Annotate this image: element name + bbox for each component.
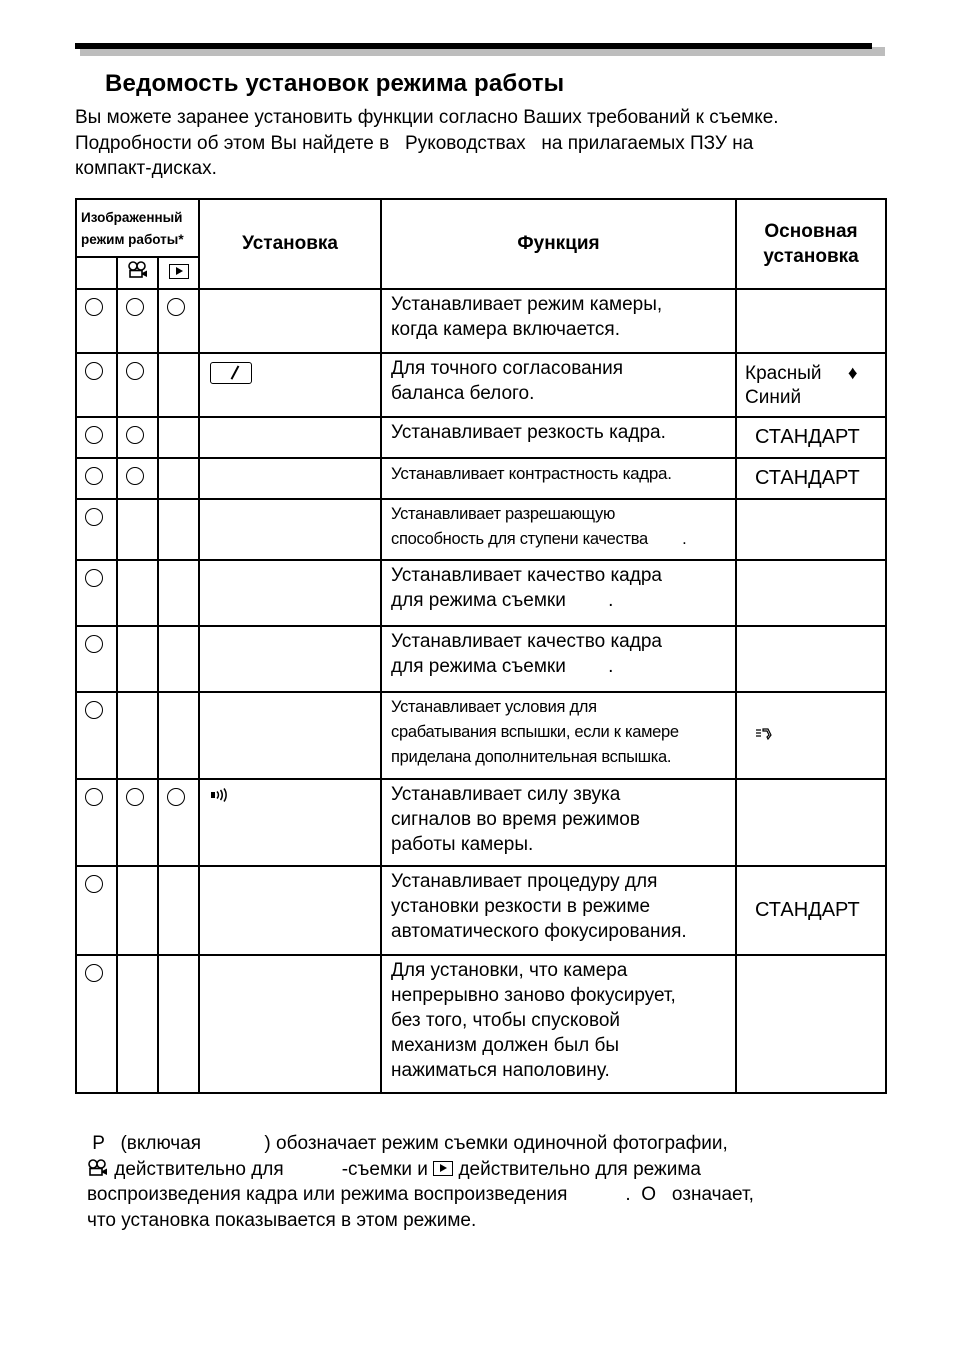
default-text-line: Красный ♦ bbox=[745, 363, 858, 384]
function-text-line: сигналов во время режимов bbox=[391, 809, 640, 830]
circle-mark-icon bbox=[126, 788, 144, 806]
function-text-line: Устанавливает процедуру для bbox=[391, 871, 658, 892]
circle-mark-icon bbox=[126, 298, 144, 316]
default-cell bbox=[736, 417, 886, 458]
circle-mark-icon bbox=[85, 362, 103, 380]
default-header-line2: установка bbox=[763, 246, 859, 267]
default-header bbox=[736, 199, 886, 289]
table-row bbox=[76, 560, 886, 626]
table-row bbox=[76, 499, 886, 560]
mode-photo-mark bbox=[76, 289, 117, 353]
table-row bbox=[76, 289, 886, 353]
default-text-line: СТАНДАРТ bbox=[755, 899, 860, 921]
function-cell bbox=[381, 560, 736, 626]
function-text-line: Устанавливает контрастность кадра. bbox=[391, 464, 672, 483]
mode-photo-mark bbox=[76, 626, 117, 692]
footnote-line2-part2: действительно для режима bbox=[453, 1158, 701, 1180]
mode-playback-mark bbox=[158, 289, 199, 353]
function-cell bbox=[381, 499, 736, 560]
function-text-line: механизм должен был бы bbox=[391, 1035, 620, 1056]
setting-cell bbox=[199, 955, 381, 1093]
circle-mark-icon bbox=[126, 426, 144, 444]
mode-playback-mark bbox=[158, 866, 199, 955]
function-text-line: установки резкости в режиме bbox=[391, 896, 651, 917]
table-row bbox=[76, 866, 886, 955]
mode-playback-mark bbox=[158, 560, 199, 626]
function-header-label: Функция bbox=[517, 233, 600, 254]
mode-photo-mark bbox=[76, 353, 117, 417]
modes-header bbox=[76, 199, 199, 257]
function-cell bbox=[381, 417, 736, 458]
circle-mark-icon bbox=[85, 298, 103, 316]
circle-mark-icon bbox=[85, 788, 103, 806]
setting-cell bbox=[199, 560, 381, 626]
default-cell bbox=[736, 353, 886, 417]
circle-mark-icon bbox=[85, 426, 103, 444]
movie-camera-icon bbox=[87, 1159, 109, 1177]
setting-cell bbox=[199, 779, 381, 866]
setting-header-label: Установка bbox=[242, 233, 338, 254]
default-cell bbox=[736, 779, 886, 866]
mode-photo-mark bbox=[76, 458, 117, 499]
mode-movie-mark bbox=[117, 289, 158, 353]
mode-movie-mark bbox=[117, 866, 158, 955]
default-cell bbox=[736, 458, 886, 499]
mode-photo-mark bbox=[76, 955, 117, 1093]
default-text-line: Синий bbox=[745, 387, 802, 408]
function-cell bbox=[381, 353, 736, 417]
default-cell bbox=[736, 626, 886, 692]
function-text-line: работы камеры. bbox=[391, 834, 534, 855]
function-cell bbox=[381, 866, 736, 955]
mode-playback-mark bbox=[158, 499, 199, 560]
table-row bbox=[76, 955, 886, 1093]
mode-movie-cell bbox=[117, 257, 158, 289]
setting-cell bbox=[199, 626, 381, 692]
playback-icon bbox=[169, 264, 189, 279]
function-text-line: баланса белого. bbox=[391, 383, 535, 404]
footnote-line2 bbox=[87, 1157, 877, 1183]
function-text-line: приделана дополнительная вспышка. bbox=[391, 748, 672, 766]
mode-playback-mark bbox=[158, 353, 199, 417]
mode-photo-mark bbox=[76, 560, 117, 626]
circle-mark-icon bbox=[85, 964, 103, 982]
circle-mark-icon bbox=[85, 875, 103, 893]
function-text-line: Для точного согласования bbox=[391, 358, 624, 379]
function-text-line: способность для ступени качества . bbox=[391, 530, 687, 548]
default-text-line: СТАНДАРТ bbox=[755, 467, 860, 489]
white-balance-adjust-icon bbox=[210, 362, 252, 384]
function-cell bbox=[381, 955, 736, 1093]
function-text-line: когда камера включается. bbox=[391, 319, 620, 340]
mode-movie-mark bbox=[117, 353, 158, 417]
setting-cell bbox=[199, 458, 381, 499]
function-text-line: срабатывания вспышки, если к камере bbox=[391, 723, 679, 741]
circle-mark-icon bbox=[85, 569, 103, 587]
function-text-line: автоматического фокусирования. bbox=[391, 921, 687, 942]
default-cell bbox=[736, 560, 886, 626]
default-cell bbox=[736, 866, 886, 955]
function-text-line: Устанавливает разрешающую bbox=[391, 505, 616, 523]
settings-table bbox=[75, 198, 887, 1094]
external-flash-icon bbox=[755, 727, 775, 741]
modes-header-line2: режим работы* bbox=[81, 232, 184, 247]
setting-cell bbox=[199, 866, 381, 955]
circle-mark-icon bbox=[167, 788, 185, 806]
mode-playback-mark bbox=[158, 779, 199, 866]
function-text-line: Для установки, что камера bbox=[391, 960, 628, 981]
function-text-line: Устанавливает качество кадра bbox=[391, 565, 662, 586]
default-cell bbox=[736, 955, 886, 1093]
function-text-line: Устанавливает режим камеры, bbox=[391, 294, 663, 315]
intro-line: Подробности об этом Вы найдете в Руководствах на прилагаемых ПЗУ на bbox=[75, 132, 754, 154]
mode-playback-mark bbox=[158, 955, 199, 1093]
mode-movie-mark bbox=[117, 779, 158, 866]
mode-photo-mark bbox=[76, 417, 117, 458]
table-row bbox=[76, 626, 886, 692]
table-row bbox=[76, 353, 886, 417]
default-cell bbox=[736, 499, 886, 560]
footnote-line3: воспроизведения кадра или режима воспроизведения . O означает, bbox=[87, 1184, 754, 1205]
default-cell bbox=[736, 289, 886, 353]
top-rule bbox=[75, 43, 872, 49]
setting-cell bbox=[199, 289, 381, 353]
mode-photo-mark bbox=[76, 866, 117, 955]
circle-mark-icon bbox=[85, 508, 103, 526]
function-cell bbox=[381, 626, 736, 692]
mode-movie-mark bbox=[117, 417, 158, 458]
function-cell bbox=[381, 779, 736, 866]
intro-line: Вы можете заранее установить функции согласно Ваших требований к съемке. bbox=[75, 107, 779, 128]
mode-photo-mark bbox=[76, 779, 117, 866]
playback-icon bbox=[433, 1161, 453, 1176]
circle-mark-icon bbox=[126, 362, 144, 380]
function-text-line: Устанавливает резкость кадра. bbox=[391, 422, 666, 443]
footnote bbox=[87, 1131, 877, 1233]
circle-mark-icon bbox=[126, 467, 144, 485]
mode-photo-cell bbox=[76, 257, 117, 289]
setting-cell bbox=[199, 499, 381, 560]
function-cell bbox=[381, 458, 736, 499]
function-text-line: для режима съемки . bbox=[391, 656, 614, 677]
mode-movie-mark bbox=[117, 458, 158, 499]
function-text-line: непрерывно заново фокусирует, bbox=[391, 985, 676, 1006]
setting-cell bbox=[199, 353, 381, 417]
page-title: Ведомость установок режима работы bbox=[105, 70, 565, 97]
speaker-volume-icon bbox=[210, 788, 228, 802]
function-text-line: нажиматься наполовину. bbox=[391, 1060, 610, 1081]
default-header-line1: Основная bbox=[764, 221, 858, 242]
default-cell bbox=[736, 692, 886, 779]
modes-header-line1: Изображенный bbox=[81, 210, 183, 225]
footnote-line2-part1: действительно для -съемки и bbox=[109, 1158, 434, 1180]
mode-playback-mark bbox=[158, 626, 199, 692]
mode-movie-mark bbox=[117, 692, 158, 779]
setting-header bbox=[199, 199, 381, 289]
movie-camera-icon bbox=[127, 261, 149, 279]
function-header bbox=[381, 199, 736, 289]
footnote-line4: что установка показывается в этом режиме. bbox=[87, 1209, 477, 1231]
setting-cell bbox=[199, 417, 381, 458]
mode-playback-mark bbox=[158, 417, 199, 458]
circle-mark-icon bbox=[85, 635, 103, 653]
circle-mark-icon bbox=[167, 298, 185, 316]
mode-photo-mark bbox=[76, 499, 117, 560]
function-text-line: для режима съемки . bbox=[391, 590, 614, 611]
circle-mark-icon bbox=[85, 701, 103, 719]
mode-movie-mark bbox=[117, 560, 158, 626]
intro-line: компакт-дисках. bbox=[75, 158, 217, 179]
mode-movie-mark bbox=[117, 626, 158, 692]
table-row bbox=[76, 458, 886, 499]
table-row bbox=[76, 779, 886, 866]
mode-movie-mark bbox=[117, 955, 158, 1093]
circle-mark-icon bbox=[85, 467, 103, 485]
footnote-line1: P (включая ) обозначает режим съемки одиночной фотографии, bbox=[87, 1133, 728, 1154]
table-row bbox=[76, 417, 886, 458]
function-cell bbox=[381, 289, 736, 353]
mode-photo-mark bbox=[76, 692, 117, 779]
mode-playback-cell bbox=[158, 257, 199, 289]
function-cell bbox=[381, 692, 736, 779]
setting-cell bbox=[199, 692, 381, 779]
intro-paragraph bbox=[75, 105, 885, 182]
function-text-line: Устанавливает условия для bbox=[391, 698, 597, 716]
mode-playback-mark bbox=[158, 692, 199, 779]
mode-movie-mark bbox=[117, 499, 158, 560]
table-row bbox=[76, 692, 886, 779]
function-text-line: без того, чтобы спусковой bbox=[391, 1010, 621, 1031]
function-text-line: Устанавливает качество кадра bbox=[391, 631, 662, 652]
mode-playback-mark bbox=[158, 458, 199, 499]
function-text-line: Устанавливает силу звука bbox=[391, 784, 621, 805]
default-text-line: СТАНДАРТ bbox=[755, 426, 860, 448]
